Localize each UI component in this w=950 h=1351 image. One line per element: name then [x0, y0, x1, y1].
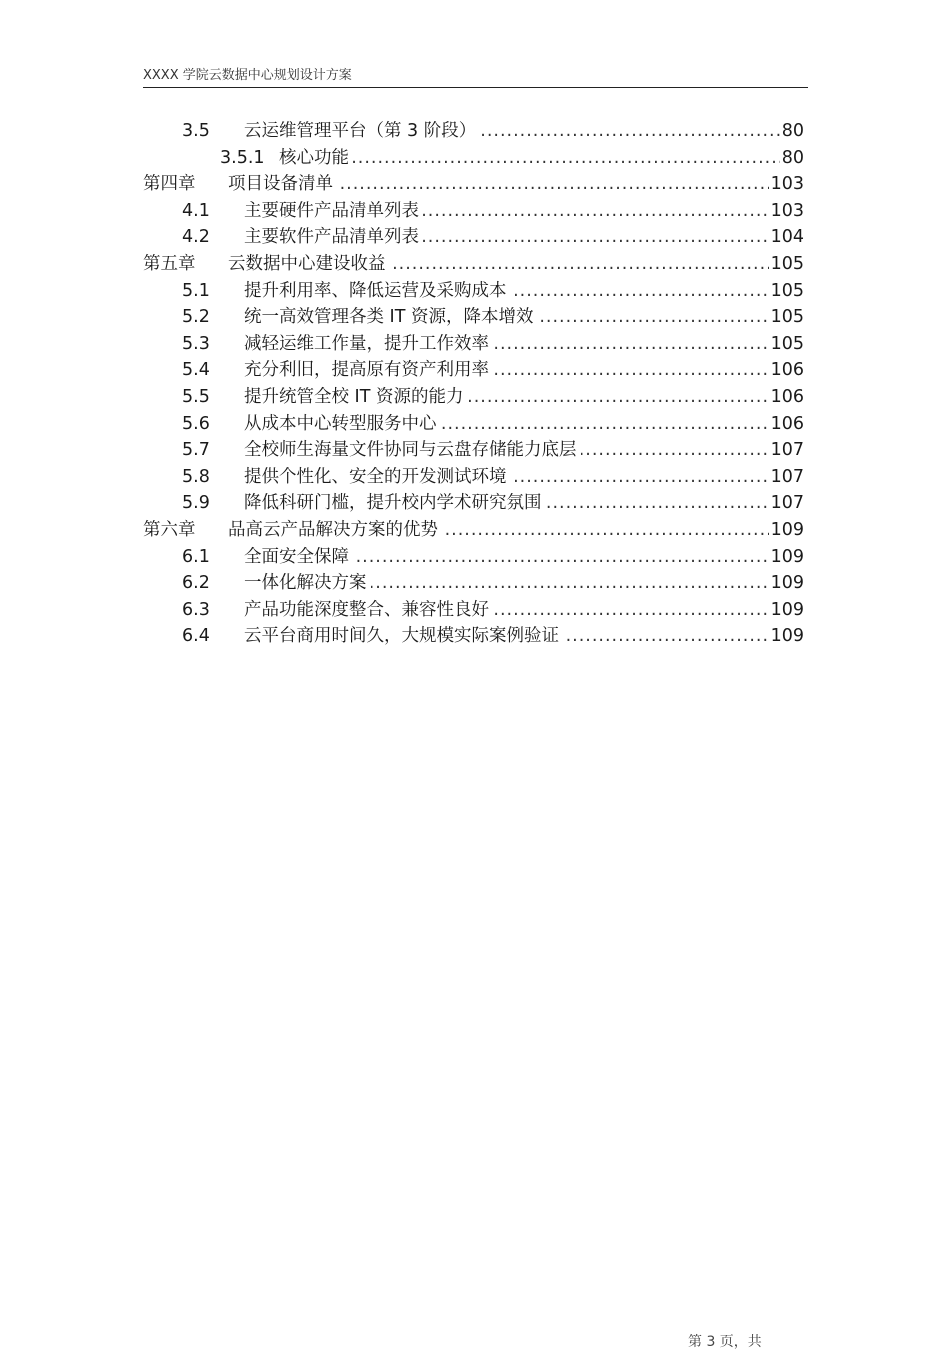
toc-entry-page-number: 105 — [769, 251, 804, 278]
toc-entry[interactable] — [143, 517, 808, 544]
toc-entry-number: 6.3 — [182, 597, 214, 624]
header-rule — [143, 87, 808, 88]
toc-entry[interactable] — [143, 384, 808, 411]
toc-entry-number: 4.1 — [182, 198, 214, 225]
toc-entry[interactable] — [143, 224, 808, 251]
toc-entry-number: 第五章 — [143, 251, 200, 278]
page-footer: 第 3 页，共 — [688, 1334, 762, 1350]
toc-entry-title: 降低科研门槛，提升校内学术研究氛围 — [244, 490, 546, 517]
toc-entry[interactable] — [143, 145, 808, 172]
toc-entry-page-number: 80 — [780, 145, 804, 172]
toc-entry-page-number: 109 — [769, 544, 804, 571]
toc-entry-number: 4.2 — [182, 224, 214, 251]
toc-entry-number: 5.3 — [182, 331, 214, 358]
toc-entry-number: 5.6 — [182, 411, 214, 438]
toc-entry[interactable] — [143, 251, 808, 278]
toc-entry-title: 一体化解决方案 — [244, 570, 371, 597]
toc-entry-title: 充分利旧，提高原有资产利用率 — [244, 357, 493, 384]
toc-entry[interactable] — [143, 570, 808, 597]
toc-entry-title: 主要软件产品清单列表 — [244, 224, 423, 251]
toc-entry[interactable] — [143, 278, 808, 305]
toc-entry-number: 第四章 — [143, 171, 200, 198]
toc-entry-number: 3.5.1 — [220, 145, 269, 172]
toc-entry[interactable] — [143, 357, 808, 384]
toc-entry-number: 5.2 — [182, 304, 214, 331]
toc-entry-page-number: 109 — [769, 597, 804, 624]
toc-entry[interactable] — [143, 171, 808, 198]
toc-entry-number: 6.2 — [182, 570, 214, 597]
toc-leader-dots — [279, 145, 804, 172]
toc-entry-page-number: 106 — [769, 384, 804, 411]
toc-entry-number: 第六章 — [143, 517, 200, 544]
toc-entry[interactable] — [143, 490, 808, 517]
toc-entry-number: 6.1 — [182, 544, 214, 571]
table-of-contents — [143, 118, 808, 650]
toc-entry-title: 提供个性化、安全的开发测试环境 — [244, 464, 511, 491]
toc-entry-page-number: 103 — [769, 171, 804, 198]
toc-entry-page-number: 106 — [769, 411, 804, 438]
toc-entry-title: 品高云产品解决方案的优势 — [228, 517, 442, 544]
toc-entry-title: 产品功能深度整合、兼容性良好 — [244, 597, 493, 624]
toc-entry-page-number: 104 — [769, 224, 804, 251]
page-header-title: XXXX 学院云数据中心规划设计方案 — [143, 68, 352, 83]
toc-entry-title: 云运维管理平台（第 3 阶段） — [244, 118, 480, 145]
toc-entry-number: 5.4 — [182, 357, 214, 384]
toc-entry-page-number: 80 — [780, 118, 804, 145]
toc-entry-title: 主要硬件产品清单列表 — [244, 198, 423, 225]
toc-entry-title: 全校师生海量文件协同与云盘存储能力底层 — [244, 437, 581, 464]
toc-entry[interactable] — [143, 411, 808, 438]
toc-entry-title: 云平台商用时间久，大规模实际案例验证 — [244, 623, 563, 650]
toc-entry-page-number: 105 — [769, 304, 804, 331]
toc-entry[interactable] — [143, 464, 808, 491]
toc-entry-number: 5.9 — [182, 490, 214, 517]
toc-entry[interactable] — [143, 544, 808, 571]
toc-entry[interactable] — [143, 437, 808, 464]
toc-entry[interactable] — [143, 331, 808, 358]
toc-entry-page-number: 105 — [769, 331, 804, 358]
toc-entry-page-number: 107 — [769, 490, 804, 517]
toc-entry-page-number: 109 — [769, 623, 804, 650]
toc-entry-page-number: 106 — [769, 357, 804, 384]
toc-entry-title: 从成本中心转型服务中心 — [244, 411, 441, 438]
toc-entry-number: 5.5 — [182, 384, 214, 411]
toc-entry-number: 5.7 — [182, 437, 214, 464]
toc-entry-number: 3.5 — [182, 118, 214, 145]
toc-entry[interactable] — [143, 597, 808, 624]
toc-entry[interactable] — [143, 198, 808, 225]
toc-entry-title: 核心功能 — [279, 145, 353, 172]
toc-entry-title: 提升统管全校 IT 资源的能力 — [244, 384, 467, 411]
toc-entry-number: 5.8 — [182, 464, 214, 491]
toc-entry-page-number: 107 — [769, 464, 804, 491]
toc-entry[interactable] — [143, 118, 808, 145]
toc-entry-number: 6.4 — [182, 623, 214, 650]
toc-entry-title: 项目设备清单 — [228, 171, 337, 198]
toc-entry-page-number: 109 — [769, 517, 804, 544]
toc-entry-number: 5.1 — [182, 278, 214, 305]
toc-entry-title: 提升利用率、降低运营及采购成本 — [244, 278, 511, 305]
toc-entry-page-number: 105 — [769, 278, 804, 305]
toc-entry[interactable] — [143, 623, 808, 650]
toc-entry-title: 减轻运维工作量，提升工作效率 — [244, 331, 493, 358]
toc-entry-title: 云数据中心建设收益 — [228, 251, 390, 278]
toc-entry-page-number: 109 — [769, 570, 804, 597]
toc-entry-page-number: 107 — [769, 437, 804, 464]
toc-entry[interactable] — [143, 304, 808, 331]
toc-entry-page-number: 103 — [769, 198, 804, 225]
toc-entry-title: 统一高效管理各类 IT 资源，降本增效 — [244, 304, 537, 331]
toc-entry-title: 全面安全保障 — [244, 544, 353, 571]
